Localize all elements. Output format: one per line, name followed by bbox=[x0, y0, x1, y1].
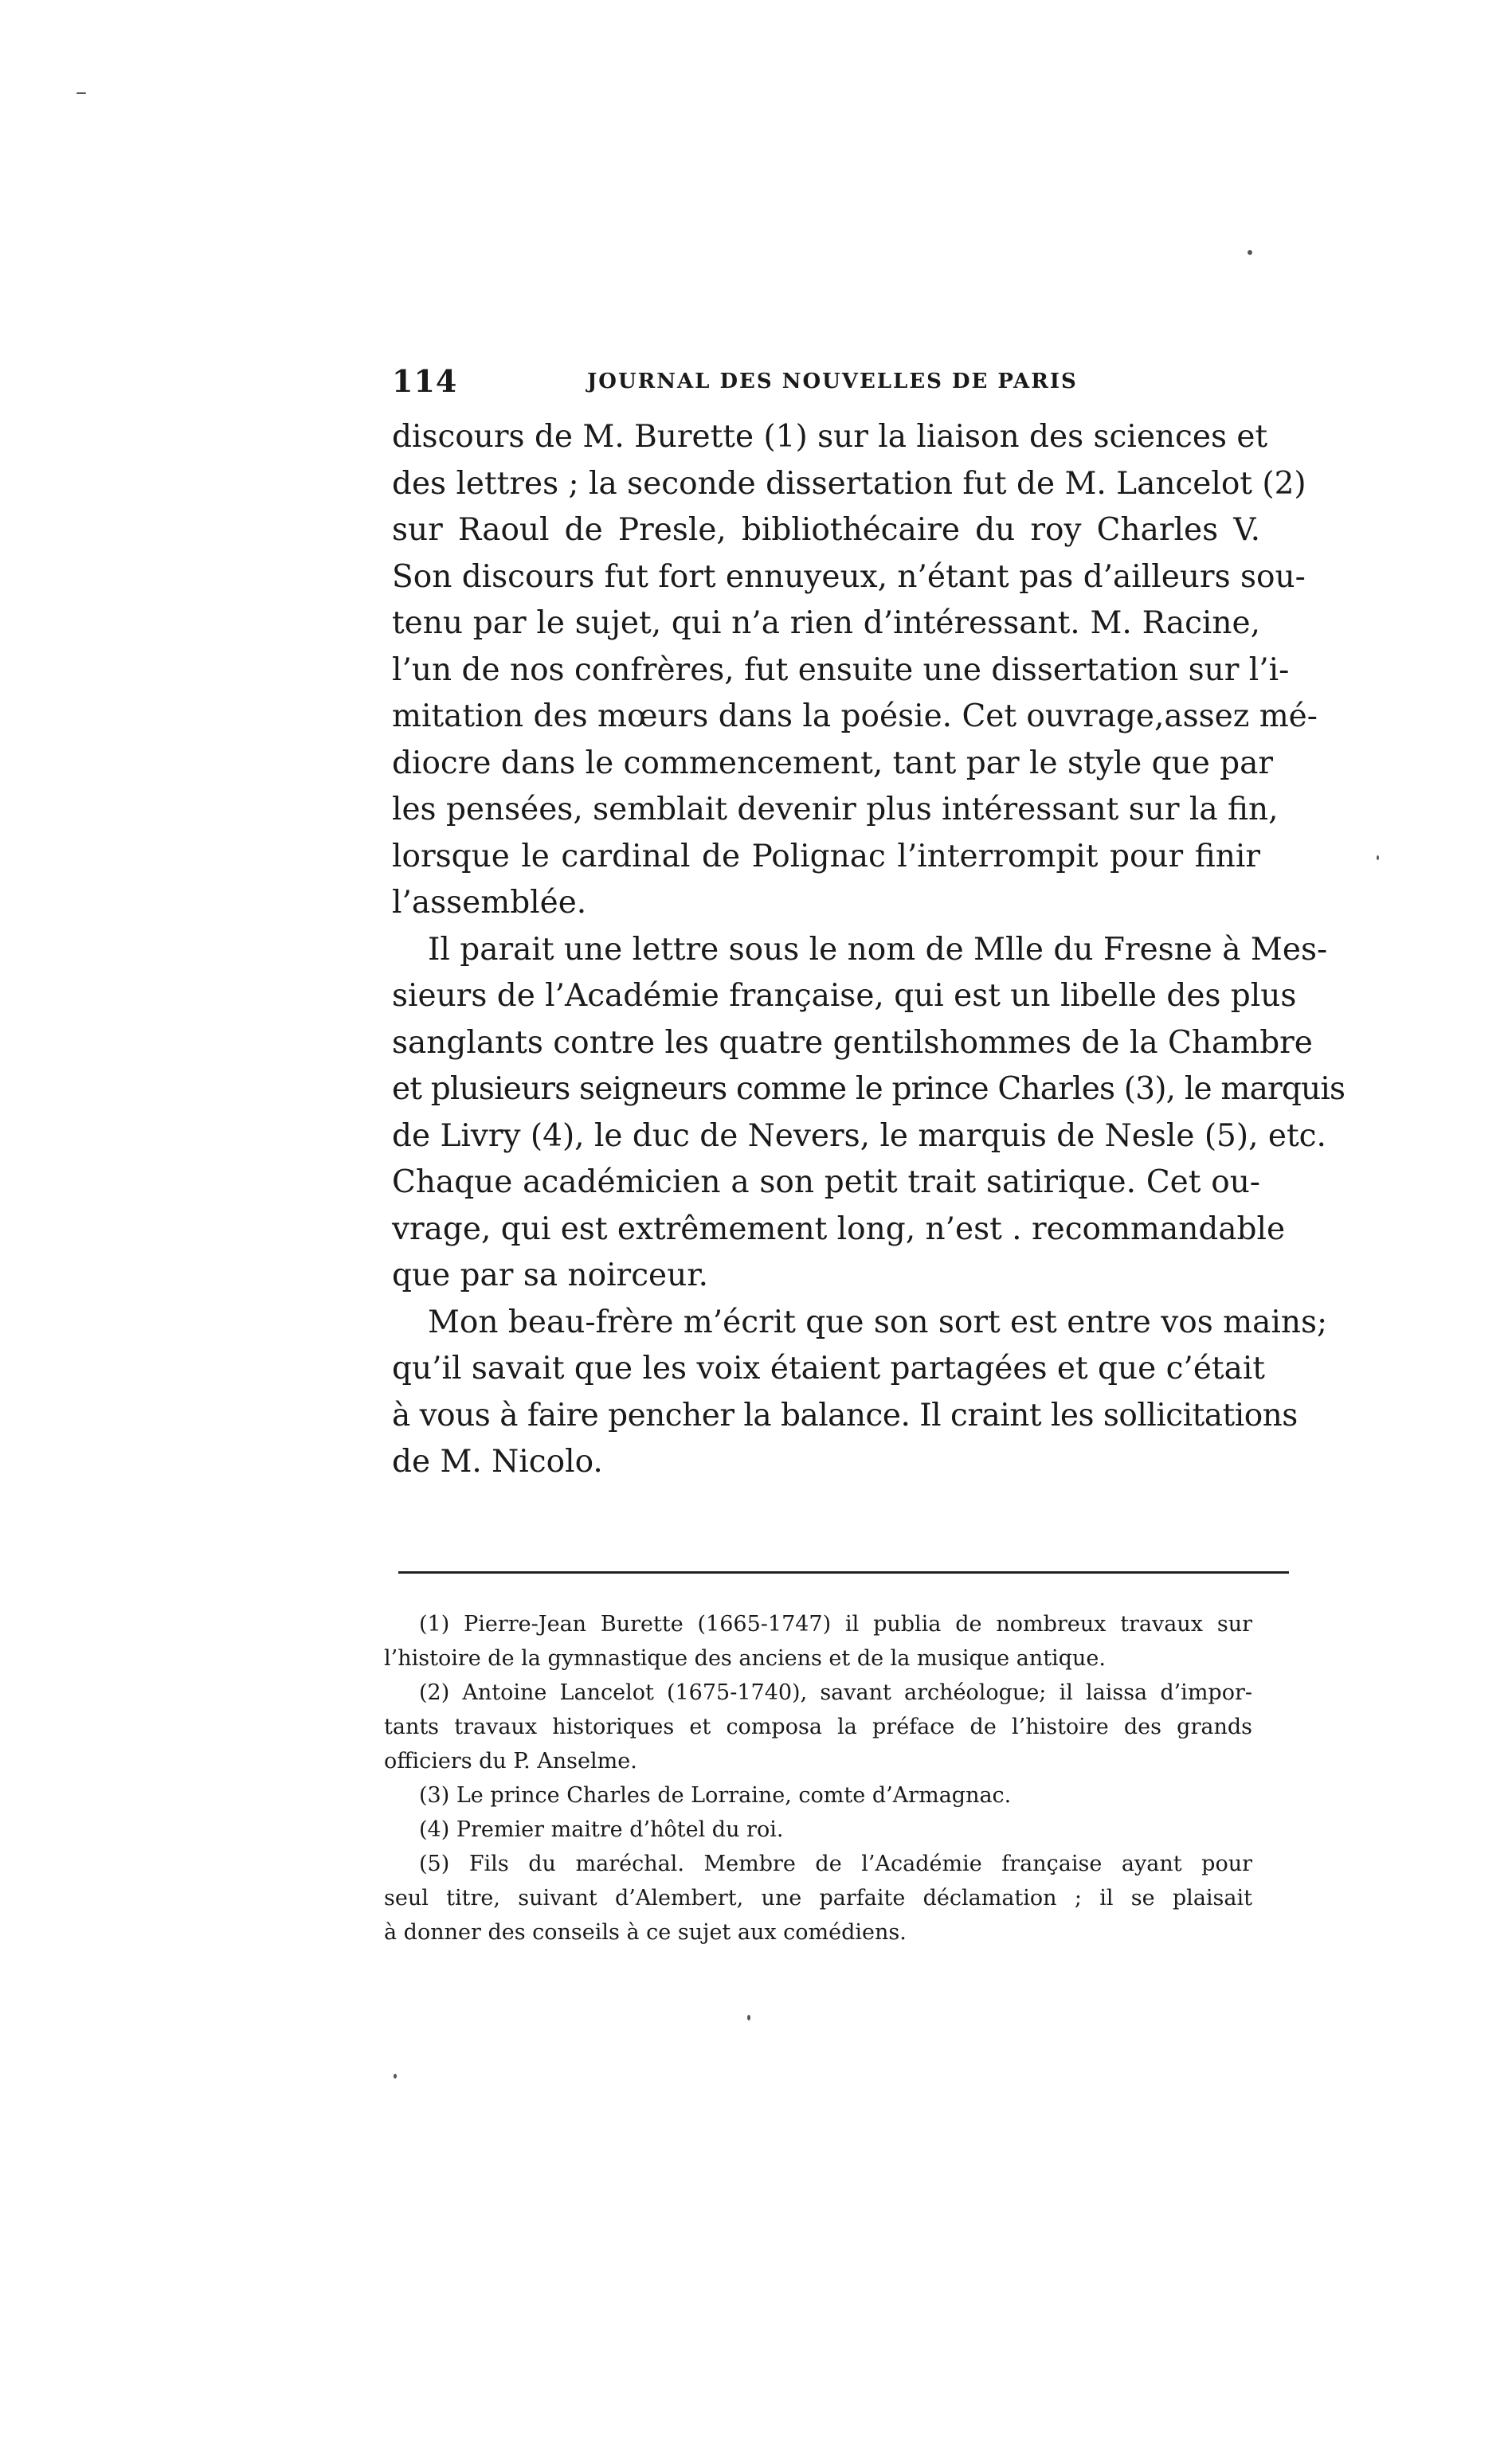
text-line: Mon beau-frère m’écrit que son sort est entre vos mains; bbox=[428, 1304, 1328, 1340]
footnote bbox=[384, 1676, 1252, 1778]
paragraph bbox=[392, 927, 1346, 1300]
footnote-line: (4) Premier maitre d’hôtel du roi. bbox=[419, 1817, 784, 1842]
footnote-line: officiers du P. Anselme. bbox=[384, 1749, 637, 1774]
text-line: sanglants contre les quatre gentilshommes de la Chambre bbox=[392, 1024, 1313, 1061]
text-line: Il parait une lettre sous le nom de Mlle du Fresne à Mes- bbox=[428, 931, 1328, 968]
text-line: de M. Nicolo. bbox=[392, 1444, 603, 1480]
footnote-separator bbox=[398, 1571, 1289, 1574]
text-line: vrage, qui est extrêmement long, n’est . recommandable bbox=[392, 1210, 1286, 1247]
text-line: à vous à faire pencher la balance. Il craint les sollicitations bbox=[392, 1397, 1298, 1433]
text-line: et plusieurs seigneurs comme le prince Charles (3), le marquis bbox=[392, 1071, 1346, 1107]
running-head: JOURNAL DES NOUVELLES DE PARIS bbox=[587, 370, 1078, 393]
text-line: sur Raoul de Presle, bibliothécaire du roy Charles V. bbox=[392, 512, 1260, 548]
page-number: 114 bbox=[392, 363, 458, 399]
text-line: les pensées, semblait devenir plus intéressant sur la fin, bbox=[392, 792, 1279, 827]
text-line: tenu par le sujet, qui n’a rien d’intéressant. M. Racine, bbox=[392, 605, 1260, 641]
text-line: mitation des mœurs dans la poésie. Cet ouvrage,assez mé- bbox=[392, 698, 1318, 734]
footnote-line: seul titre, suivant d’Alembert, une parfaite déclamation ; il se plaisait bbox=[384, 1886, 1252, 1911]
footnote-line: (1) Pierre-Jean Burette (1665-1747) il publia de nombreux travaux sur bbox=[419, 1612, 1252, 1637]
scan-speck bbox=[394, 2074, 397, 2079]
footnote bbox=[384, 1813, 1252, 1847]
scan-speck bbox=[76, 92, 86, 94]
footnote bbox=[384, 1607, 1252, 1676]
text-line: Son discours fut fort ennuyeux, n’étant pas d’ailleurs sou- bbox=[392, 558, 1306, 595]
scan-speck bbox=[1377, 855, 1379, 860]
footnote bbox=[384, 1847, 1252, 1950]
text-line: Chaque académicien a son petit trait satirique. Cet ou- bbox=[392, 1164, 1260, 1200]
text-line: lorsque le cardinal de Polignac l’interrompit pour finir bbox=[392, 838, 1260, 874]
scan-speck bbox=[747, 2015, 750, 2020]
text-line: des lettres ; la seconde dissertation fut de M. Lancelot (2) bbox=[392, 465, 1306, 502]
text-line: que par sa noirceur. bbox=[392, 1257, 708, 1293]
paragraph bbox=[392, 1300, 1328, 1486]
footnote-line: (5) Fils du maréchal. Membre de l’Académie française ayant pour bbox=[419, 1852, 1252, 1876]
footnote-line: l’histoire de la gymnastique des anciens et de la musique antique. bbox=[384, 1646, 1106, 1671]
text-line: sieurs de l’Académie française, qui est un libelle des plus bbox=[392, 978, 1297, 1014]
footnote-line: (2) Antoine Lancelot (1675-1740), savant archéologue; il laissa d’impor- bbox=[419, 1680, 1252, 1705]
paragraph bbox=[392, 414, 1318, 927]
text-line: discours de M. Burette (1) sur la liaison des sciences et bbox=[392, 419, 1268, 455]
body-text bbox=[392, 414, 1346, 1486]
text-line: diocre dans le commencement, tant par le style que par bbox=[392, 745, 1274, 781]
text-line: l’assemblée. bbox=[392, 885, 587, 921]
footnote-line: tants travaux historiques et composa la préface de l’histoire des grands bbox=[384, 1715, 1252, 1739]
footnote-line: (3) Le prince Charles de Lorraine, comte d’Armagnac. bbox=[419, 1783, 1012, 1808]
page-header bbox=[392, 363, 1268, 411]
footnote bbox=[384, 1778, 1252, 1813]
text-line: de Livry (4), le duc de Nevers, le marquis de Nesle (5), etc. bbox=[392, 1117, 1326, 1154]
text-line: l’un de nos confrères, fut ensuite une dissertation sur l’i- bbox=[392, 651, 1290, 688]
scan-speck bbox=[1248, 250, 1252, 255]
text-line: qu’il savait que les voix étaient partagées et que c’était bbox=[392, 1351, 1265, 1386]
footnotes bbox=[384, 1607, 1252, 1950]
footnote-line: à donner des conseils à ce sujet aux comédiens. bbox=[384, 1920, 907, 1945]
